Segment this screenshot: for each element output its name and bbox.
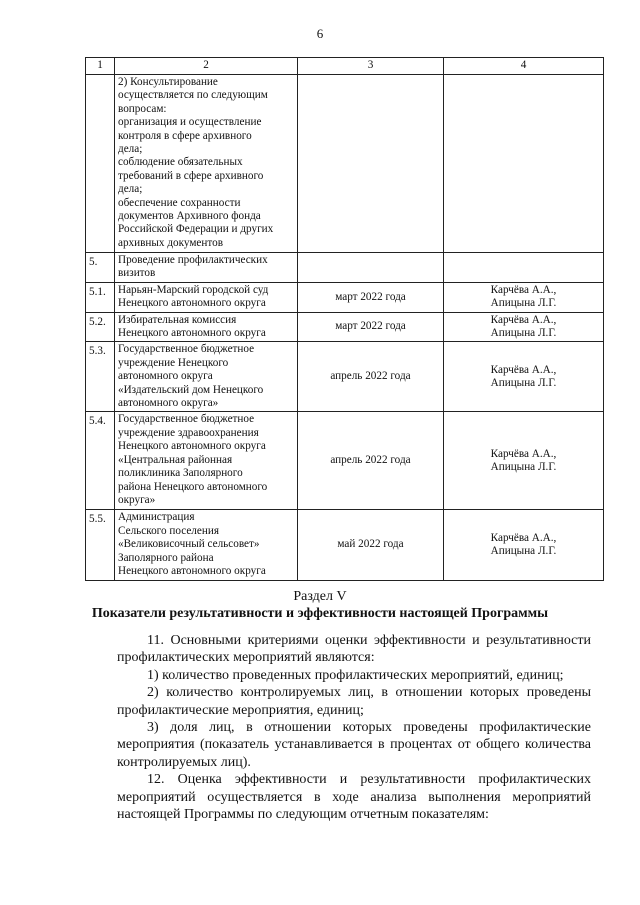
event-name — [115, 253, 298, 283]
header-cell: 2 — [115, 58, 298, 75]
table-row — [86, 312, 604, 342]
event-name-line: дела; — [118, 143, 143, 156]
event-name-line: Государственное бюджетное — [118, 343, 255, 356]
table-row — [86, 253, 604, 283]
table-row — [86, 342, 604, 412]
event-date: апрель 2022 года — [298, 412, 444, 510]
list-item-3: 3) доля лиц, в отношении которых проведены профилактические мероприятия (показатель устанавливается в процентах от общего количества контролируемых лиц). — [117, 720, 591, 770]
page-number: 6 — [316, 26, 324, 41]
table-header-row — [86, 58, 604, 75]
body-text — [117, 632, 591, 823]
paragraph-12: 12. Оценка эффективности и результативности профилактических мероприятий осуществляется в ходе анализа выполнения мероприятий настоящей Программы по следующим отчетным показателям: — [117, 772, 591, 823]
event-name — [115, 282, 298, 312]
event-name-line: «Центральная районная — [118, 453, 233, 466]
responsible-persons — [444, 312, 604, 342]
event-name-line: поликлиника Заполярного — [118, 467, 243, 480]
person-name: Апицына Л.Г. — [490, 327, 557, 340]
person-name: Карчёва А.А., — [490, 283, 557, 296]
event-name-line: организация и осуществление — [118, 116, 262, 129]
row-number: 5.2. — [86, 312, 115, 342]
event-name — [115, 75, 298, 253]
event-date: март 2022 года — [298, 282, 444, 312]
event-name — [115, 312, 298, 342]
event-name-line: Проведение профилактических — [118, 254, 268, 266]
person-name: Апицына Л.Г. — [490, 544, 557, 557]
event-name-line: 2) Консультирование — [118, 76, 218, 88]
event-name-line: архивных документов — [118, 236, 223, 249]
event-name-line: требований в сфере архивного — [118, 169, 264, 182]
row-number: 5. — [86, 253, 115, 283]
row-number: 5.5. — [86, 510, 115, 580]
section-title: Раздел V — [293, 589, 347, 604]
person-name: Карчёва А.А., — [490, 447, 557, 460]
event-name-line: дела; — [118, 183, 143, 196]
responsible-persons — [444, 342, 604, 412]
responsible-persons — [444, 510, 604, 580]
table-row — [86, 412, 604, 510]
person-name: Карчёва А.А., — [490, 363, 557, 376]
person-name: Карчёва А.А., — [490, 531, 557, 544]
event-name-line: района Ненецкого автономного — [118, 480, 268, 493]
event-name-line: Ненецкого автономного округа — [118, 327, 266, 340]
section-subtitle: Показатели результативности и эффективности настоящей Программы — [91, 606, 549, 621]
event-name-line: Государственное бюджетное — [118, 413, 255, 426]
event-name-line: Ненецкого автономного округа — [118, 297, 266, 310]
responsible-persons — [444, 412, 604, 510]
list-item-1: 1) количество проведенных профилактических мероприятий, единиц; — [147, 667, 564, 683]
person-name: Карчёва А.А., — [490, 313, 557, 326]
table-row — [86, 510, 604, 580]
event-name — [115, 342, 298, 412]
event-date: апрель 2022 года — [298, 342, 444, 412]
header-cell: 3 — [298, 58, 444, 75]
responsible-persons — [444, 282, 604, 312]
table-row — [86, 282, 604, 312]
event-name-line: Российской Федерации и других — [118, 223, 274, 236]
event-name-line: Сельского поселения — [118, 524, 219, 537]
row-number: 5.1. — [86, 282, 115, 312]
event-name-line: Нарьян-Марский городской суд — [118, 283, 269, 296]
responsible-persons — [444, 75, 604, 253]
event-name-line: автономного округа — [118, 370, 213, 383]
event-name — [115, 510, 298, 580]
header-cell: 1 — [86, 58, 115, 75]
row-number: 5.3. — [86, 342, 115, 412]
event-name-line: Ненецкого автономного округа — [118, 565, 266, 578]
event-name-line: осуществляется по следующим — [118, 89, 268, 102]
event-name-line: Заполярного района — [118, 551, 214, 564]
list-item-2: 2) количество контролируемых лиц, в отношении которых проведены профилактические мероприятия, единиц; — [117, 685, 591, 718]
event-name-line: обеспечение сохранности — [118, 196, 241, 209]
event-name-line: автономного округа» — [118, 397, 219, 410]
event-date — [298, 253, 444, 283]
events-table — [85, 57, 604, 581]
event-date: май 2022 года — [298, 510, 444, 580]
paragraph-11: 11. Основными критериями оценки эффективности и результативности профилактических мероприятий являются: — [117, 633, 591, 666]
event-name-line: учреждение здравоохранения — [118, 426, 259, 439]
row-number: 5.4. — [86, 412, 115, 510]
event-name-line: «Великовисочный сельсовет» — [118, 538, 260, 551]
table-row — [86, 75, 604, 253]
event-name-line: Администрация — [118, 511, 195, 524]
event-name-line: соблюдение обязательных — [118, 156, 243, 169]
event-name-line: Ненецкого автономного округа — [118, 440, 266, 453]
event-date: март 2022 года — [298, 312, 444, 342]
event-name-line: вопросам: — [118, 102, 167, 115]
person-name: Апицына Л.Г. — [490, 297, 557, 310]
event-name — [115, 412, 298, 510]
event-name-line: контроля в сфере архивного — [118, 129, 252, 142]
person-name: Апицына Л.Г. — [490, 460, 557, 473]
header-cell: 4 — [444, 58, 604, 75]
event-name-line: визитов — [118, 267, 156, 280]
event-name-line: учреждение Ненецкого — [118, 356, 229, 369]
event-name-line: документов Архивного фонда — [118, 210, 261, 223]
person-name: Апицына Л.Г. — [490, 376, 557, 389]
event-name-line: «Издательский дом Ненецкого — [118, 383, 264, 396]
event-name-line: Избирательная комиссия — [118, 313, 237, 326]
row-number — [86, 75, 115, 253]
event-name-line: округа» — [118, 493, 156, 506]
responsible-persons — [444, 253, 604, 283]
event-date — [298, 75, 444, 253]
